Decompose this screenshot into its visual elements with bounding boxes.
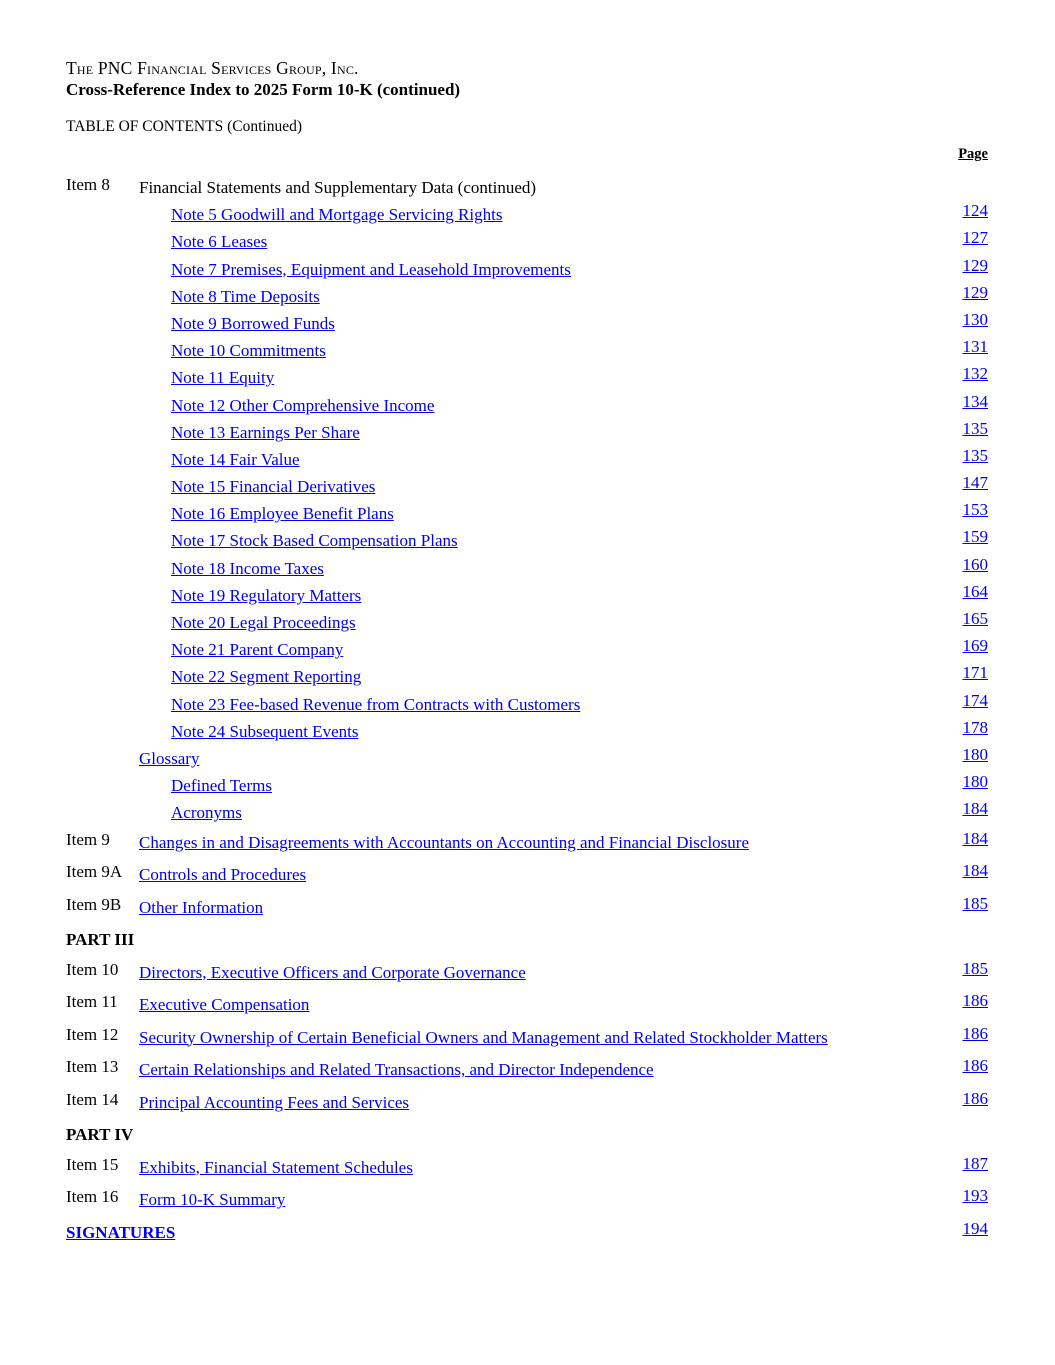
item-number-label: Item 15 bbox=[66, 1154, 119, 1174]
toc-entry-title-cell bbox=[139, 337, 963, 364]
page-number-cell bbox=[963, 888, 989, 921]
item-number-label: Item 8 bbox=[66, 175, 110, 194]
toc-entry-link[interactable]: Note 5 Goodwill and Mortgage Servicing Rights bbox=[171, 205, 503, 225]
toc-row bbox=[66, 1184, 988, 1217]
item-number-label: Item 11 bbox=[66, 992, 118, 1011]
toc-row bbox=[66, 859, 988, 892]
toc-entry-link[interactable]: Note 21 Parent Company bbox=[171, 640, 344, 660]
toc-row bbox=[66, 1152, 988, 1185]
toc-entry-title-cell bbox=[139, 1184, 963, 1217]
toc-entry-link[interactable]: Note 14 Fair Value bbox=[171, 449, 300, 469]
toc-row bbox=[66, 609, 988, 636]
toc-entry-link[interactable]: Certain Relationships and Related Transactions, and Director Independence bbox=[139, 1060, 654, 1079]
page-number-link[interactable]: 186 bbox=[962, 1088, 988, 1108]
toc-entry-title-cell bbox=[139, 1152, 963, 1185]
toc-entry-title-cell bbox=[139, 609, 963, 636]
page-number-link[interactable]: 127 bbox=[962, 228, 988, 248]
toc-entry-title-cell bbox=[139, 799, 963, 826]
toc-entry-link[interactable]: Glossary bbox=[139, 748, 200, 768]
toc-entry-title-cell bbox=[139, 392, 963, 419]
toc-row bbox=[66, 892, 988, 925]
toc-entry-link[interactable]: Note 18 Income Taxes bbox=[171, 558, 324, 578]
page-number-link[interactable]: 129 bbox=[962, 255, 988, 275]
toc-entry-link[interactable]: Note 22 Segment Reporting bbox=[171, 667, 362, 687]
toc-entry-link[interactable]: Acronyms bbox=[171, 803, 242, 823]
toc-entry-link[interactable]: Note 16 Employee Benefit Plans bbox=[171, 504, 394, 524]
page-number-link[interactable]: 131 bbox=[962, 337, 988, 357]
toc-entry-title-cell bbox=[139, 228, 963, 255]
page-number-cell bbox=[963, 1050, 989, 1083]
page-number-link[interactable]: 180 bbox=[962, 772, 988, 792]
toc-entry-title-cell bbox=[139, 663, 963, 690]
toc-entry-title-cell bbox=[139, 201, 963, 228]
page-number-cell bbox=[963, 279, 989, 306]
toc-entry-link[interactable]: Changes in and Disagreements with Accountants on Accounting and Financial Disclosure bbox=[139, 832, 749, 852]
toc-entry-title-cell bbox=[139, 500, 963, 527]
page-number-link[interactable]: 160 bbox=[962, 554, 988, 574]
part-heading: PART IV bbox=[66, 1125, 134, 1144]
item-number-label: Item 16 bbox=[66, 1187, 119, 1206]
page-number-cell bbox=[963, 1213, 989, 1246]
toc-section-label: TABLE OF CONTENTS (Continued) bbox=[66, 118, 302, 135]
page-number-link[interactable]: 174 bbox=[962, 690, 988, 710]
toc-row bbox=[66, 283, 988, 310]
part-heading: PART III bbox=[66, 930, 135, 949]
page-number-cell bbox=[963, 687, 989, 714]
toc-entry-title-cell bbox=[139, 256, 963, 283]
page-number-link[interactable]: 186 bbox=[962, 991, 988, 1010]
page-number-link[interactable]: 178 bbox=[962, 717, 988, 737]
page-number-link[interactable]: 186 bbox=[962, 1056, 988, 1075]
toc-row bbox=[66, 1022, 988, 1055]
toc-row bbox=[66, 1217, 988, 1250]
toc-row bbox=[66, 582, 988, 609]
toc-row bbox=[66, 691, 988, 718]
page-number-link[interactable]: 135 bbox=[962, 445, 988, 465]
page-number-cell bbox=[963, 855, 989, 888]
toc-entry-title-cell bbox=[139, 691, 963, 718]
item-number-label: Item 9A bbox=[66, 862, 123, 881]
page-number-link[interactable]: 184 bbox=[962, 861, 988, 880]
page-number-link[interactable]: 193 bbox=[962, 1186, 988, 1205]
toc-entry-title-cell bbox=[139, 310, 963, 337]
toc-row bbox=[66, 419, 988, 446]
toc-entry-title-cell bbox=[139, 283, 963, 310]
toc-row bbox=[66, 228, 988, 255]
page-number-link[interactable]: 184 bbox=[962, 828, 988, 848]
page-number-link[interactable]: 186 bbox=[962, 1023, 988, 1043]
toc-entry-title-cell bbox=[139, 989, 963, 1022]
page-number-link[interactable]: 194 bbox=[962, 1218, 988, 1238]
toc-row bbox=[66, 772, 988, 799]
toc-entry-text: Financial Statements and Supplementary Data (continued) bbox=[139, 178, 537, 197]
page-number-cell bbox=[963, 388, 989, 415]
page-number-cell bbox=[963, 1018, 989, 1051]
page-number-link[interactable]: 165 bbox=[962, 609, 988, 628]
toc-entry-title-cell bbox=[139, 718, 963, 745]
item-number-label: Item 14 bbox=[66, 1089, 119, 1109]
toc-row bbox=[66, 1087, 988, 1120]
toc-entry-link[interactable]: Controls and Procedures bbox=[139, 865, 307, 884]
page-number-cell bbox=[963, 578, 989, 605]
page-number-link[interactable]: 135 bbox=[962, 418, 988, 438]
page-number-cell bbox=[963, 224, 989, 251]
toc-row bbox=[66, 392, 988, 419]
page-number-cell bbox=[963, 632, 989, 659]
item-number-label: Item 10 bbox=[66, 959, 119, 979]
page-number-link[interactable]: 147 bbox=[962, 473, 988, 493]
page-number-link[interactable]: 185 bbox=[962, 958, 988, 978]
page-number-cell bbox=[963, 823, 989, 856]
page-number-link[interactable]: 134 bbox=[962, 391, 988, 411]
page-number-cell bbox=[963, 714, 989, 741]
toc-entry-title-cell bbox=[139, 174, 988, 201]
page-number-cell bbox=[963, 415, 989, 442]
page-number-cell bbox=[963, 985, 989, 1018]
toc-entry-link[interactable]: Security Ownership of Certain Beneficial Owners and Management and Related Stockholder Matters bbox=[139, 1027, 828, 1047]
toc-entry-title-cell bbox=[139, 1022, 963, 1055]
page-number-link[interactable]: 132 bbox=[962, 364, 988, 384]
toc-entry-title-cell bbox=[139, 892, 963, 925]
page-number-cell bbox=[963, 333, 989, 360]
toc-entry-title-cell bbox=[139, 473, 963, 500]
toc-entry-link[interactable]: SIGNATURES bbox=[66, 1222, 176, 1242]
page-number-link[interactable]: 153 bbox=[962, 500, 988, 520]
toc-entry-link[interactable]: Note 9 Borrowed Funds bbox=[171, 313, 335, 333]
page-number-link[interactable]: 185 bbox=[962, 893, 988, 913]
toc-row bbox=[66, 827, 988, 860]
toc-entry-link[interactable]: Defined Terms bbox=[171, 776, 272, 796]
page-number-cell bbox=[963, 442, 989, 469]
item-number-label: Item 12 bbox=[66, 1024, 119, 1044]
page-number-link[interactable]: 169 bbox=[962, 636, 988, 656]
page-number-cell bbox=[963, 659, 989, 686]
page-number-cell bbox=[963, 741, 989, 768]
item-number-label: Item 9 bbox=[66, 829, 110, 849]
toc-entry-title-cell bbox=[139, 1054, 963, 1087]
toc-entry-link[interactable]: Note 10 Commitments bbox=[171, 341, 326, 361]
toc-entry-link[interactable]: Note 12 Other Comprehensive Income bbox=[171, 395, 435, 415]
page-number-link[interactable]: 171 bbox=[962, 663, 988, 683]
toc-entry-link[interactable]: Exhibits, Financial Statement Schedules bbox=[139, 1157, 413, 1177]
page-number-cell bbox=[963, 360, 989, 387]
toc-entry-title-cell bbox=[139, 827, 963, 860]
page-number-link[interactable]: 124 bbox=[962, 201, 988, 221]
toc-row bbox=[66, 527, 988, 554]
toc-entry-link[interactable]: Note 7 Premises, Equipment and Leasehold Improvements bbox=[171, 259, 571, 279]
page-number-cell bbox=[963, 953, 989, 986]
page-number-cell bbox=[963, 795, 989, 822]
toc-row bbox=[66, 310, 988, 337]
page-number-cell bbox=[963, 197, 989, 224]
toc-entry-link[interactable]: Note 23 Fee-based Revenue from Contracts with Customers bbox=[171, 694, 581, 714]
toc-entry-title-cell bbox=[139, 1087, 963, 1120]
toc-row bbox=[66, 473, 988, 500]
page-number-link[interactable]: 180 bbox=[962, 744, 988, 764]
toc-entry-link[interactable]: Executive Compensation bbox=[139, 995, 310, 1014]
page-number-cell bbox=[963, 1083, 989, 1116]
toc-entry-title-cell bbox=[139, 957, 963, 990]
toc-entry-link[interactable]: Note 17 Stock Based Compensation Plans bbox=[171, 531, 458, 551]
page-number-cell bbox=[963, 469, 989, 496]
toc-row bbox=[66, 500, 988, 527]
toc-entry-title-cell bbox=[139, 555, 963, 582]
toc-row bbox=[66, 256, 988, 283]
toc-entry-title-cell bbox=[139, 745, 963, 772]
item-number-label: Item 13 bbox=[66, 1057, 119, 1076]
toc-row bbox=[66, 989, 988, 1022]
page-number-link[interactable]: 187 bbox=[962, 1153, 988, 1173]
page-number-cell bbox=[963, 252, 989, 279]
toc-row bbox=[66, 718, 988, 745]
page-number-cell bbox=[963, 605, 989, 632]
toc-entry-link[interactable]: Note 19 Regulatory Matters bbox=[171, 585, 362, 605]
toc-row bbox=[66, 174, 988, 201]
toc-entry-link[interactable]: Note 6 Leases bbox=[171, 232, 268, 252]
toc-entry-link[interactable]: Note 15 Financial Derivatives bbox=[171, 477, 376, 497]
toc-entry-link[interactable]: Directors, Executive Officers and Corporate Governance bbox=[139, 962, 526, 982]
toc-row bbox=[66, 1054, 988, 1087]
toc-row bbox=[66, 745, 988, 772]
toc-row bbox=[66, 364, 988, 391]
toc-entry-title-cell bbox=[139, 446, 963, 473]
toc-entry-link[interactable]: Principal Accounting Fees and Services bbox=[139, 1092, 410, 1112]
toc-entry-link[interactable]: Note 8 Time Deposits bbox=[171, 286, 320, 306]
toc-row bbox=[66, 799, 988, 826]
toc-row bbox=[66, 555, 988, 582]
page-number-link[interactable]: 164 bbox=[962, 581, 988, 601]
toc-entry-title-cell bbox=[66, 1217, 963, 1250]
toc-entry-title-cell bbox=[139, 364, 963, 391]
page-number-cell bbox=[963, 551, 989, 578]
item-number-label: Item 9B bbox=[66, 894, 122, 914]
page-number-cell bbox=[963, 768, 989, 795]
toc-entry-title-cell bbox=[139, 527, 963, 554]
toc-row bbox=[66, 636, 988, 663]
toc-entry-link[interactable]: Note 13 Earnings Per Share bbox=[171, 422, 360, 442]
page-number-cell bbox=[963, 1180, 989, 1213]
toc-row bbox=[66, 201, 988, 228]
page-number-cell bbox=[963, 306, 989, 333]
toc-entry-title-cell bbox=[139, 582, 963, 609]
toc-entry-title-cell bbox=[139, 859, 963, 892]
page-number-link[interactable]: 159 bbox=[962, 527, 988, 547]
toc-entry-title-cell bbox=[139, 636, 963, 663]
toc-row bbox=[66, 663, 988, 690]
toc-entry-link[interactable]: Form 10-K Summary bbox=[139, 1190, 286, 1209]
page-column-header: Page bbox=[958, 146, 988, 162]
toc-table bbox=[66, 174, 988, 1249]
page-number-link[interactable]: 129 bbox=[962, 282, 988, 302]
toc-entry-link[interactable]: Note 20 Legal Proceedings bbox=[171, 613, 356, 632]
toc-entry-link[interactable]: Note 11 Equity bbox=[171, 368, 275, 388]
toc-row bbox=[66, 957, 988, 990]
page-number-link[interactable]: 130 bbox=[962, 309, 988, 329]
toc-entry-link[interactable]: Other Information bbox=[139, 897, 264, 917]
toc-entry-link[interactable]: Note 24 Subsequent Events bbox=[171, 721, 359, 741]
page-number-cell bbox=[963, 1148, 989, 1181]
page-number-cell bbox=[963, 496, 989, 523]
document-title: Cross-Reference Index to 2025 Form 10-K (continued) bbox=[66, 80, 461, 99]
company-name: The PNC Financial Services Group, Inc. bbox=[66, 58, 359, 78]
toc-row bbox=[66, 446, 988, 473]
toc-row bbox=[66, 337, 988, 364]
page-number-link[interactable]: 184 bbox=[962, 799, 988, 819]
page-number-cell bbox=[963, 523, 989, 550]
toc-entry-title-cell bbox=[139, 419, 963, 446]
toc-entry-title-cell bbox=[139, 772, 963, 799]
